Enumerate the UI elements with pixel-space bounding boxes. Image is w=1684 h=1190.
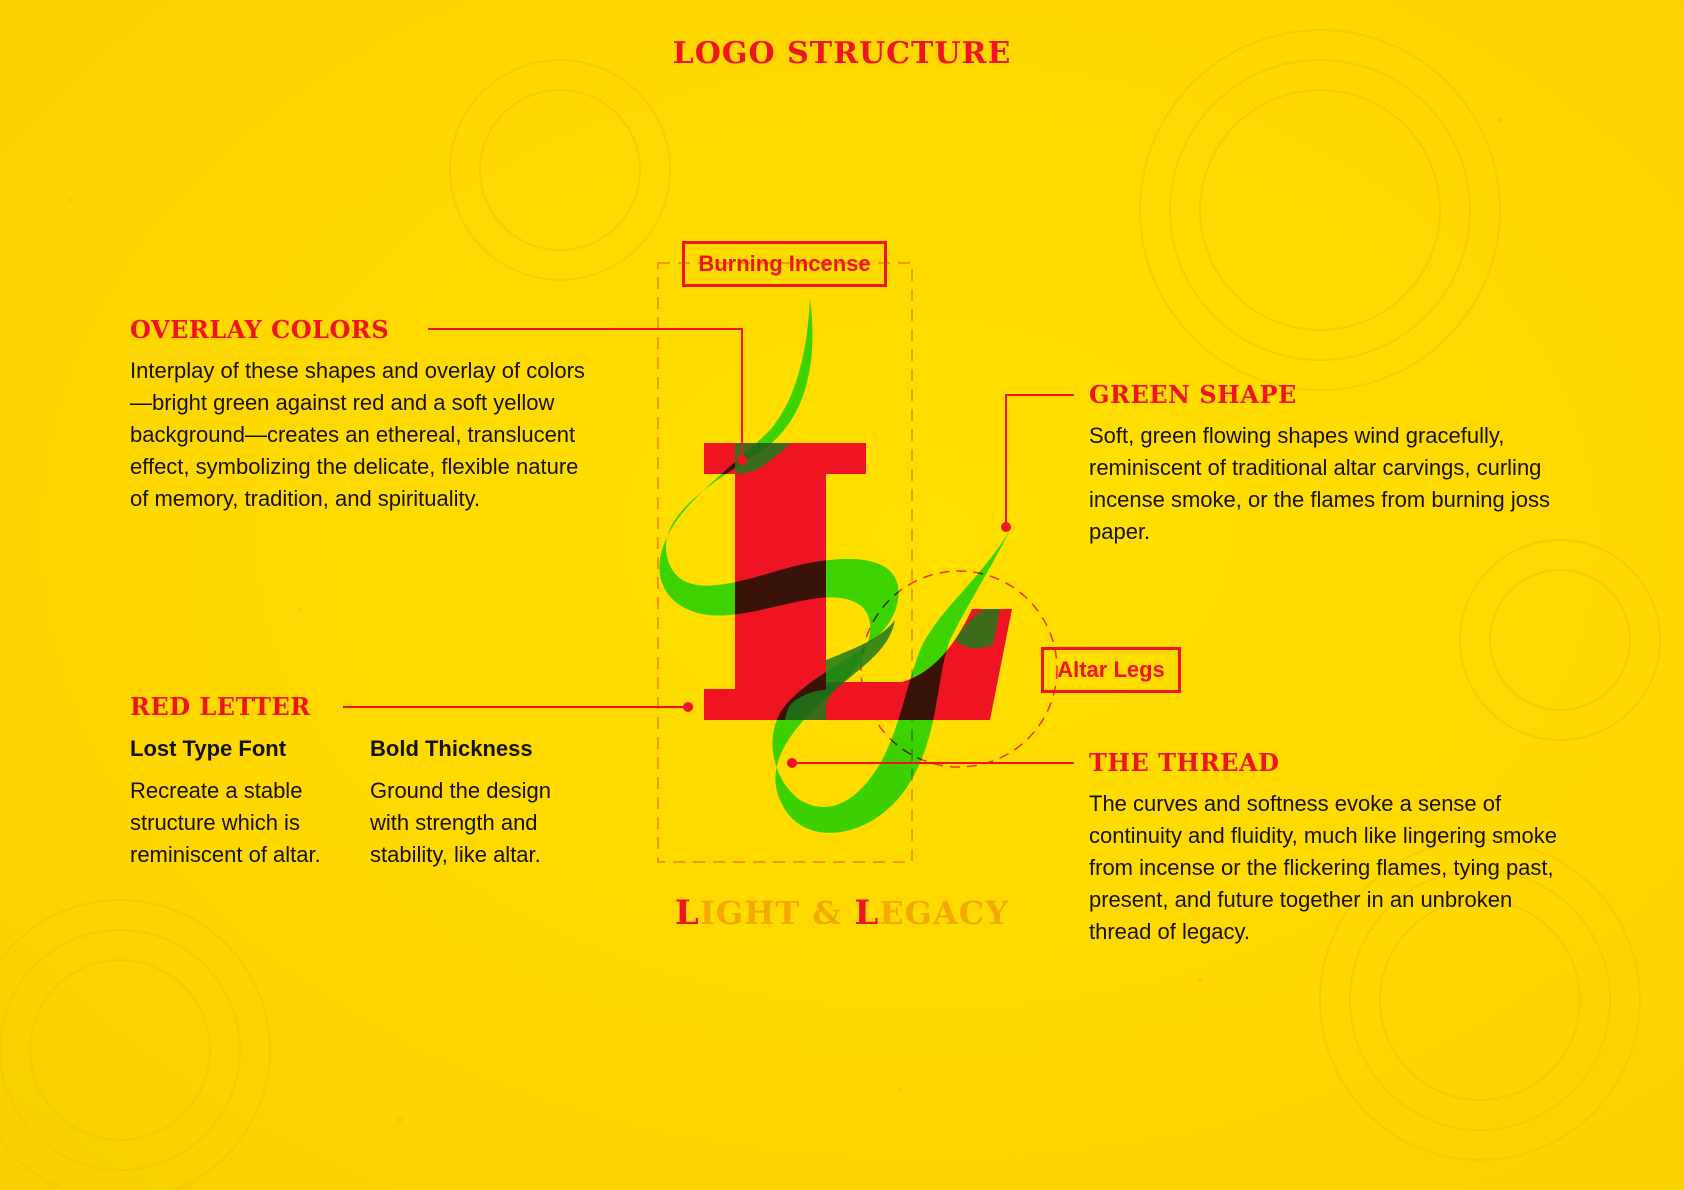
wordmark-cap-2: L [854, 893, 880, 933]
the-thread-heading: THE THREAD [1089, 748, 1280, 777]
overlay-colors-body: Interplay of these shapes and overlay of colors—bright green against red and a soft yellow background—creates an ethereal, translucent effect, symbolizing the delicate, flexible nature of memory, tradition, and spirituality. [130, 358, 585, 511]
red-letter-heading: RED LETTER [130, 692, 311, 721]
lost-type-font-title: Lost Type Font [130, 736, 287, 761]
callout-burning-incense: Burning Incense [682, 241, 887, 287]
lost-type-font-body: Recreate a stable structure which is reminiscent of altar. [130, 778, 321, 867]
wordmark-cap-1: L [674, 893, 700, 933]
leader-green-shape [1006, 395, 1074, 527]
wordmark-light-and-legacy [0, 893, 1684, 933]
callout-altar-legs: Altar Legs [1041, 647, 1181, 693]
wordmark-rest-1: IGHT & [699, 894, 855, 932]
green-ribbon-shape [659, 298, 1010, 833]
anchor-dot-green [1001, 522, 1011, 532]
anchor-dot-thread [787, 758, 797, 768]
page-title: LOGO STRUCTURE [672, 36, 1012, 71]
anchor-dot-red [683, 702, 693, 712]
overlay-colors-heading: OVERLAY COLORS [130, 315, 390, 344]
bold-thickness-body: Ground the design with strength and stability, like altar. [370, 778, 552, 867]
the-thread-body: The curves and softness evoke a sense of continuity and fluidity, much like lingering smoke from incense or the flickering flames, tying past, present, and future together in an unbroken thread of legacy. [1089, 791, 1557, 944]
green-shape-heading: GREEN SHAPE [1089, 380, 1297, 409]
bold-thickness-title: Bold Thickness [370, 736, 533, 761]
wordmark-rest-2: EGACY [879, 894, 1010, 932]
anchor-dot-overlay [737, 455, 747, 465]
green-shape-body: Soft, green flowing shapes wind gracefully, reminiscent of traditional altar carvings, curling incense smoke, or the flames from burning joss paper. [1089, 423, 1550, 544]
